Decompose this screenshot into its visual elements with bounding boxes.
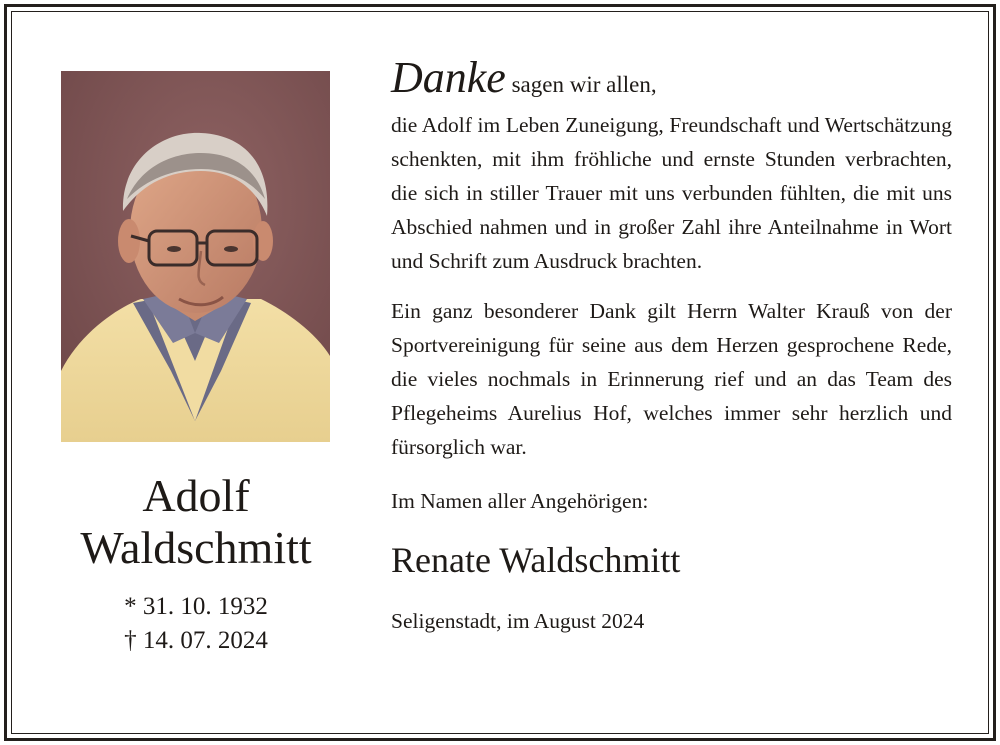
heading: [391, 52, 952, 108]
birth-date: * 31. 10. 1932: [124, 593, 268, 620]
portrait-photo: [61, 71, 330, 442]
life-dates: [40, 590, 352, 658]
closing-line: Im Namen aller Angehörigen:: [391, 489, 649, 513]
deceased-block: [40, 470, 352, 658]
first-name: Adolf: [142, 470, 250, 521]
last-name: Waldschmitt: [80, 522, 312, 573]
signer-name: Renate Waldschmitt: [391, 540, 681, 580]
thank-you-text: [391, 52, 952, 638]
death-date: † 14. 07. 2024: [124, 627, 268, 654]
place-date: Seligenstadt, im August 2024: [391, 609, 645, 633]
paragraph-2: Ein ganz besonderer Dank gilt Herrn Walter Krauß von der Sportvereinigung für seine aus dem Herzen gesprochene Rede, die vieles nochmals in Erinnerung rief und an das Team des Pflegeheims Aurelius Hof, welches immer sehr herzlich und fürsorglich war.: [391, 299, 952, 459]
heading-danke: Danke: [391, 53, 506, 102]
paragraph-1: die Adolf im Leben Zuneigung, Freundschaft und Wertschätzung schenkten, mit ihm fröhliche und ernste Stunden verbrachten, die sich in stiller Trauer mit uns verbunden fühlten, die mit uns Abschied nahmen und in großer Zahl ihre Anteilnahme in Wort und Schrift zum Ausdruck brachten.: [391, 113, 952, 273]
heading-rest: sagen wir allen,: [505, 72, 657, 97]
